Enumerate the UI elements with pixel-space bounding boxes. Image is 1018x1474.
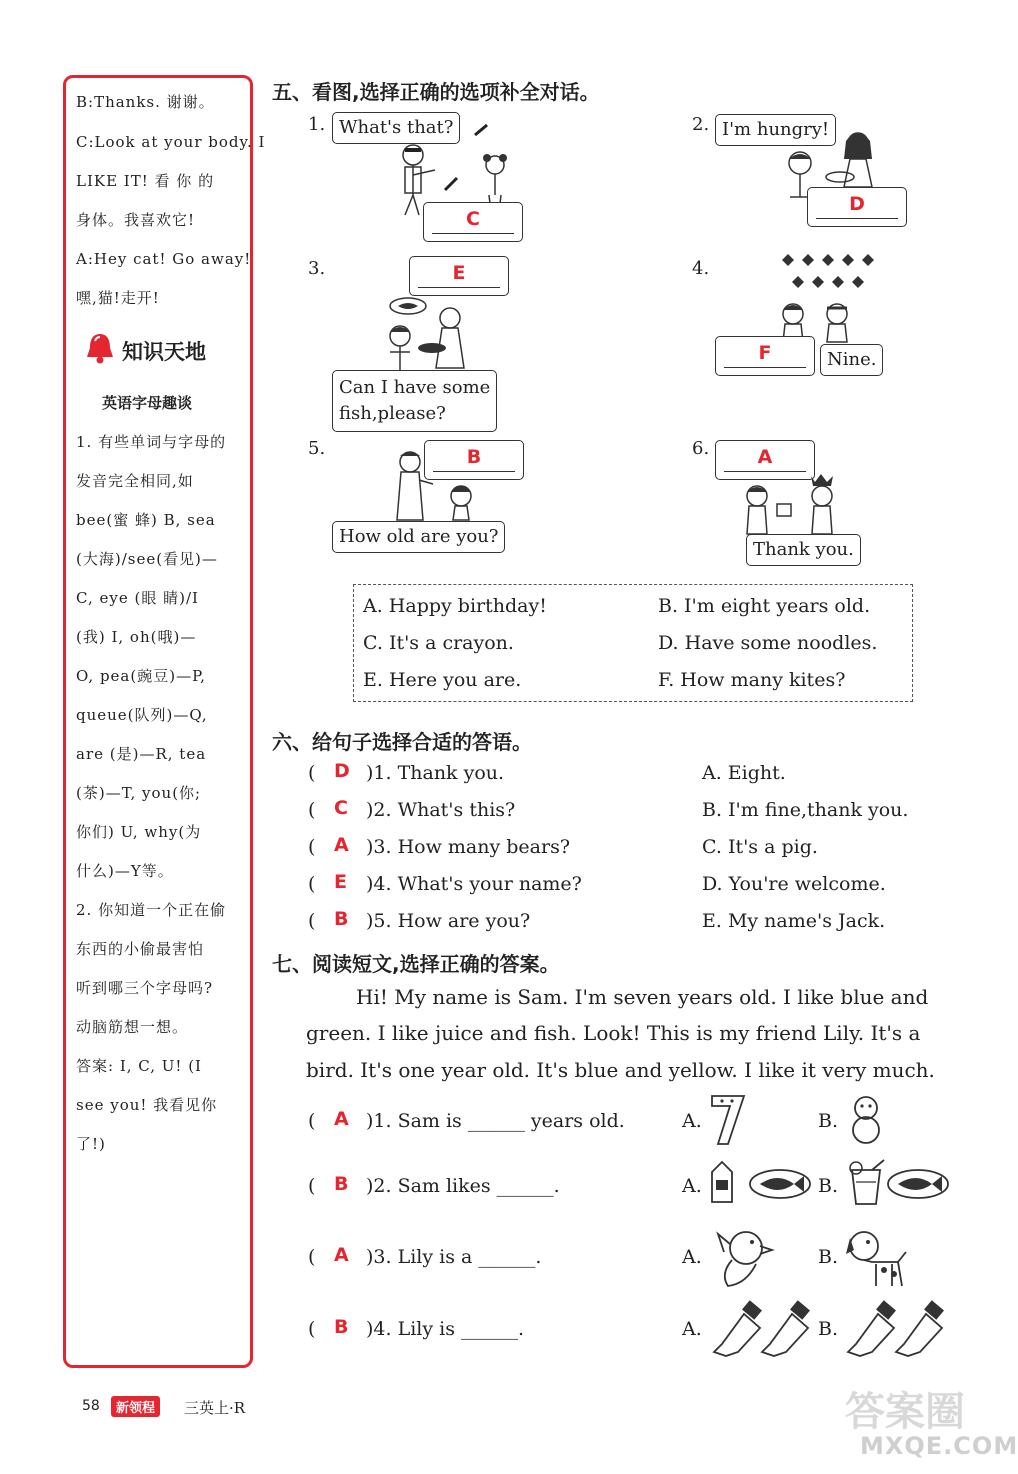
question-text: )1. Sam is ______ years old. — [366, 1110, 625, 1132]
item-number: 6. — [692, 438, 710, 459]
choice-b-label: B. — [818, 1318, 839, 1340]
sidebar-line: 2. 你知道一个正在偷 — [76, 901, 227, 919]
bubble-line: Can I have some — [339, 377, 491, 398]
sidebar-line: 听到哪三个字母吗? — [76, 979, 214, 997]
sidebar-section-subtitle: 英语字母趣谈 — [102, 394, 193, 412]
answer-option: C. It's a pig. — [702, 836, 818, 858]
answer-letter: A — [334, 834, 349, 856]
answer-option: E. My name's Jack. — [702, 910, 886, 932]
answer-letter: B — [466, 446, 482, 468]
answer-letter: F — [758, 342, 772, 364]
sidebar-line: 动脑筋想一想。 — [76, 1018, 189, 1036]
answer-option: D. You're welcome. — [702, 873, 886, 895]
book-label: 三英上·R — [184, 1399, 246, 1417]
choice-b-label: B. — [818, 1246, 839, 1268]
option-item: C. It's a crayon. — [363, 632, 514, 654]
answer-letter: A — [334, 1244, 349, 1266]
sidebar-line: see you! 我看见你 — [76, 1096, 218, 1114]
number-seven-icon — [708, 1092, 748, 1148]
question-text: )1. Thank you. — [366, 762, 505, 784]
page-number: 58 — [82, 1398, 100, 1414]
sidebar-line: (大海)/see(看见)— — [76, 550, 218, 568]
question-text: )3. How many bears? — [366, 836, 570, 858]
item-number: 2. — [692, 114, 710, 135]
speech-bubble — [332, 370, 497, 432]
answer-letter: B — [334, 908, 349, 930]
sidebar-line: A:Hey cat! Go away! — [76, 250, 252, 268]
answer-letter: C — [334, 797, 348, 819]
question-text: )2. Sam likes ______. — [366, 1175, 560, 1197]
sidebar-line: 了!) — [76, 1135, 106, 1153]
dog-icon — [842, 1224, 912, 1294]
watermark-text: 答案圈 — [845, 1389, 965, 1435]
speech-bubble: Thank you. — [746, 534, 861, 566]
answer-box — [409, 256, 509, 296]
sidebar-line: queue(队列)—Q, — [76, 706, 208, 724]
paren-open: ( — [308, 873, 316, 895]
answer-letter: E — [452, 262, 466, 284]
paren-open: ( — [308, 1110, 316, 1132]
answer-option: A. Eight. — [702, 762, 786, 784]
answer-letter: A — [757, 446, 773, 468]
sidebar-line: C, eye (眼 睛)/I — [76, 589, 199, 607]
section5-heading: 五、看图,选择正确的选项补全对话。 — [272, 80, 600, 104]
sidebar-line: 身体。我喜欢它! — [76, 211, 196, 229]
question-text: )4. Lily is ______. — [366, 1318, 525, 1340]
paren-open: ( — [308, 1318, 316, 1340]
option-item: B. I'm eight years old. — [658, 595, 871, 617]
answer-letter: A — [334, 1108, 349, 1130]
paren-open: ( — [308, 1175, 316, 1197]
fish-dinner-illustration — [370, 292, 480, 372]
choice-a-label: A. — [682, 1175, 702, 1197]
sidebar-panel — [63, 75, 266, 1368]
sidebar-section-title: 知识天地 — [122, 340, 206, 364]
speech-bubble: What's that? — [332, 112, 460, 144]
speech-bubble: Nine. — [820, 344, 883, 376]
paren-open: ( — [308, 762, 316, 784]
paint-tubes-icon — [708, 1300, 813, 1358]
answer-letter: B — [334, 1173, 349, 1195]
bubble-line: fish,please? — [339, 403, 446, 424]
sidebar-line: (茶)—T, you(你; — [76, 784, 202, 802]
speech-bubble: I'm hungry! — [715, 114, 836, 146]
choice-b-label: B. — [818, 1110, 839, 1132]
answer-box — [807, 187, 907, 227]
bird-icon — [710, 1224, 780, 1294]
section7-heading: 七、阅读短文,选择正确的答案。 — [272, 952, 560, 976]
speech-bubble: How old are you? — [332, 521, 505, 553]
answer-letter: E — [334, 871, 347, 893]
question-text: )3. Lily is a ______. — [366, 1246, 542, 1268]
choice-a-label: A. — [682, 1318, 702, 1340]
item-number: 3. — [308, 258, 326, 279]
sidebar-line: 你们) U, why(为 — [76, 823, 202, 841]
bell-icon — [84, 331, 116, 365]
choice-a-label: A. — [682, 1246, 702, 1268]
answer-option: B. I'm fine,thank you. — [702, 799, 909, 821]
option-item: F. How many kites? — [658, 669, 846, 691]
choice-a-label: A. — [682, 1110, 702, 1132]
milk-fish-icon — [708, 1158, 813, 1206]
answer-box — [715, 336, 815, 376]
kites-illustration — [778, 250, 893, 300]
option-item: A. Happy birthday! — [363, 595, 547, 617]
man-girl-illustration — [385, 450, 495, 525]
question-text: )4. What's your name? — [366, 873, 582, 895]
brand-badge: 新领程 — [111, 1396, 160, 1417]
option-item: D. Have some noodles. — [658, 632, 878, 654]
answer-letter: B — [334, 1316, 349, 1338]
option-item: E. Here you are. — [363, 669, 522, 691]
sidebar-line: O, pea(豌豆)—P, — [76, 667, 206, 685]
answer-box — [423, 202, 523, 242]
sidebar-line: are (是)—R, tea — [76, 745, 207, 763]
sidebar-line: bee(蜜 蜂) B, sea — [76, 511, 216, 529]
question-text: )2. What's this? — [366, 799, 516, 821]
answer-letter: C — [466, 208, 480, 230]
sidebar-line: B:Thanks. 谢谢。 — [76, 93, 215, 111]
choice-b-label: B. — [818, 1175, 839, 1197]
sidebar-line: 答案: I, C, U! (I — [76, 1057, 202, 1075]
paint-tubes-icon — [842, 1300, 947, 1358]
watermark-url: MXQE.COM — [860, 1432, 1018, 1460]
sidebar-line: 1. 有些单词与字母的 — [76, 433, 227, 451]
sidebar-line: 什么)—Y等。 — [76, 862, 174, 880]
question-text: )5. How are you? — [366, 910, 531, 932]
paren-open: ( — [308, 910, 316, 932]
sidebar-line: 嘿,猫!走开! — [76, 289, 160, 307]
sidebar-line: 东西的小偷最害怕 — [76, 940, 205, 958]
item-number: 5. — [308, 438, 326, 459]
birthday-gift-illustration — [735, 472, 845, 537]
item-number: 1. — [308, 114, 326, 135]
passage-line: Hi! My name is Sam. I'm seven years old. I like blue and — [356, 985, 929, 1009]
answer-letter: D — [849, 193, 865, 215]
paren-open: ( — [308, 1246, 316, 1268]
sidebar-line: 发音完全相同,如 — [76, 472, 194, 490]
sidebar-line: (我) I, oh(哦)— — [76, 628, 197, 646]
number-eight-icon — [846, 1092, 886, 1148]
paren-open: ( — [308, 836, 316, 858]
sidebar-line: LIKE IT! 看 你 的 — [76, 172, 215, 190]
answer-letter: D — [334, 760, 350, 782]
section6-heading: 六、给句子选择合适的答语。 — [272, 730, 532, 754]
passage-line: green. I like juice and fish. Look! This is my friend Lily. It's a — [306, 1021, 921, 1045]
paren-open: ( — [308, 799, 316, 821]
item-number: 4. — [692, 258, 710, 279]
juice-fish-icon — [846, 1158, 951, 1206]
sidebar-line: C:Look at your body. I — [76, 133, 266, 151]
passage-line: bird. It's one year old. It's blue and yellow. I like it very much. — [306, 1058, 935, 1082]
